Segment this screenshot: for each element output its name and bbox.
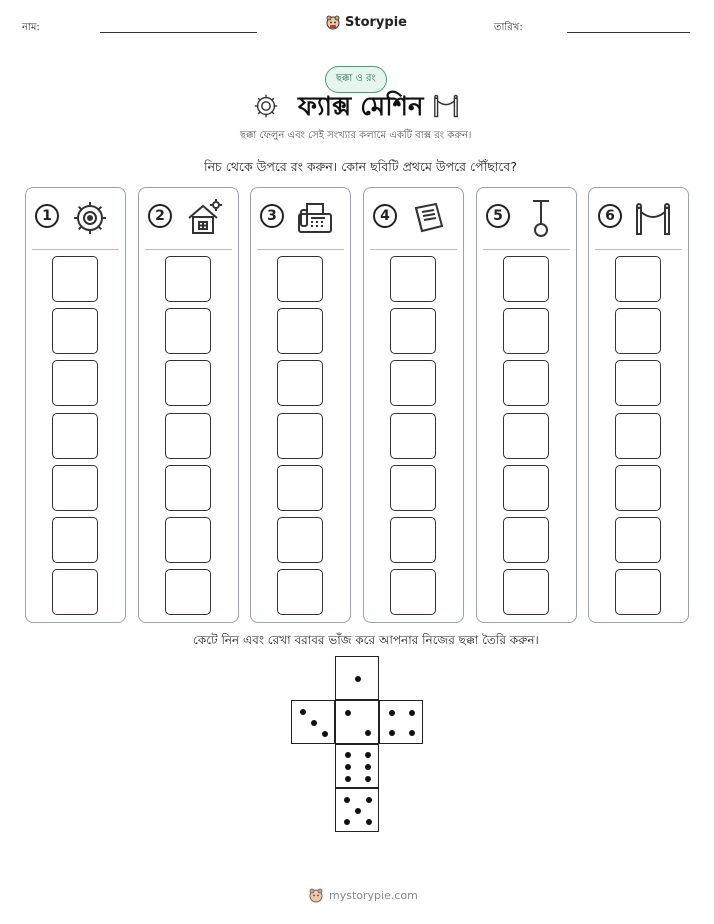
color-box[interactable] bbox=[52, 360, 98, 406]
die-face-1 bbox=[335, 656, 379, 700]
storypie-mascot-icon bbox=[325, 14, 341, 30]
color-box[interactable] bbox=[390, 360, 436, 406]
color-box[interactable] bbox=[277, 413, 323, 459]
storypie-mascot-icon bbox=[308, 887, 324, 903]
column-divider bbox=[145, 249, 232, 250]
column-3 bbox=[250, 187, 351, 623]
die-pip bbox=[389, 710, 395, 716]
color-box[interactable] bbox=[390, 413, 436, 459]
die-pip bbox=[345, 752, 351, 758]
column-number: 4 bbox=[373, 204, 397, 228]
color-box[interactable] bbox=[52, 569, 98, 615]
column-1 bbox=[25, 187, 126, 623]
color-box[interactable] bbox=[390, 569, 436, 615]
color-box[interactable] bbox=[165, 360, 211, 406]
column-divider bbox=[483, 249, 570, 250]
color-box[interactable] bbox=[503, 517, 549, 563]
gear-icon bbox=[252, 92, 280, 120]
color-box[interactable] bbox=[615, 360, 661, 406]
die-pip bbox=[345, 776, 351, 782]
color-box[interactable] bbox=[165, 308, 211, 354]
die-pip bbox=[345, 764, 351, 770]
name-line[interactable] bbox=[100, 32, 257, 33]
color-box[interactable] bbox=[165, 465, 211, 511]
die-face-4 bbox=[379, 700, 423, 744]
die-face-3 bbox=[291, 700, 335, 744]
color-box[interactable] bbox=[503, 360, 549, 406]
color-box[interactable] bbox=[503, 465, 549, 511]
die-pip bbox=[366, 819, 372, 825]
die-pip bbox=[365, 776, 371, 782]
fax-machine-icon bbox=[295, 198, 335, 238]
column-4 bbox=[363, 187, 464, 623]
die-face-2 bbox=[335, 700, 379, 744]
color-box[interactable] bbox=[277, 517, 323, 563]
column-divider bbox=[32, 249, 119, 250]
subtitle: ছক্কা ফেলুন এবং সেই সংখ্যার কলামে একটি বাক্স রং করুন। bbox=[240, 130, 472, 141]
column-number: 6 bbox=[598, 204, 622, 228]
die-face-5 bbox=[335, 788, 379, 832]
color-box[interactable] bbox=[615, 413, 661, 459]
color-box[interactable] bbox=[503, 569, 549, 615]
column-number: 2 bbox=[148, 204, 172, 228]
date-line[interactable] bbox=[567, 32, 690, 33]
color-box[interactable] bbox=[165, 256, 211, 302]
page-title: ফ্যাক্স মেশিন bbox=[298, 92, 424, 122]
die-pip bbox=[355, 676, 361, 682]
color-box[interactable] bbox=[503, 256, 549, 302]
color-box[interactable] bbox=[277, 360, 323, 406]
die-pip bbox=[344, 819, 350, 825]
die-pip bbox=[345, 710, 351, 716]
column-divider bbox=[595, 249, 682, 250]
color-box[interactable] bbox=[277, 569, 323, 615]
die-pip bbox=[365, 730, 371, 736]
color-box[interactable] bbox=[615, 465, 661, 511]
color-box[interactable] bbox=[390, 308, 436, 354]
pendulum-icon bbox=[521, 198, 561, 238]
house-icon bbox=[183, 198, 223, 238]
color-box[interactable] bbox=[277, 465, 323, 511]
color-box[interactable] bbox=[165, 413, 211, 459]
category-badge: ছক্কা ও রং bbox=[325, 66, 387, 93]
color-box[interactable] bbox=[503, 413, 549, 459]
die-pip bbox=[409, 710, 415, 716]
color-box[interactable] bbox=[615, 569, 661, 615]
color-box[interactable] bbox=[615, 256, 661, 302]
rope-barrier-icon bbox=[432, 94, 460, 118]
color-box[interactable] bbox=[165, 517, 211, 563]
color-box[interactable] bbox=[165, 569, 211, 615]
die-pip bbox=[389, 730, 395, 736]
cut-instruction: কেটে নিন এবং রেখা বরাবর ভাঁজ করে আপনার নিজের ছক্কা তৈরি করুন। bbox=[193, 633, 539, 647]
die-pip bbox=[311, 720, 317, 726]
color-box[interactable] bbox=[503, 308, 549, 354]
color-box[interactable] bbox=[390, 465, 436, 511]
column-number: 1 bbox=[35, 204, 59, 228]
footer bbox=[308, 887, 418, 903]
die-pip bbox=[366, 797, 372, 803]
color-box[interactable] bbox=[52, 308, 98, 354]
gear-icon bbox=[70, 198, 110, 238]
column-number: 3 bbox=[260, 204, 284, 228]
color-box[interactable] bbox=[52, 256, 98, 302]
column-6 bbox=[588, 187, 689, 623]
date-label: তারিখ: bbox=[494, 22, 523, 33]
color-box[interactable] bbox=[52, 517, 98, 563]
color-box[interactable] bbox=[390, 517, 436, 563]
color-box[interactable] bbox=[277, 308, 323, 354]
color-box[interactable] bbox=[390, 256, 436, 302]
brand-logo bbox=[325, 14, 407, 30]
brand-name: Storypie bbox=[345, 14, 407, 30]
die-pip bbox=[322, 731, 328, 737]
column-5 bbox=[476, 187, 577, 623]
column-number: 5 bbox=[486, 204, 510, 228]
die-pip bbox=[300, 709, 306, 715]
color-box[interactable] bbox=[52, 465, 98, 511]
instruction-text: নিচ থেকে উপরে রং করুন। কোন ছবিটি প্রথমে উপরে পৌঁছাবে? bbox=[204, 159, 517, 174]
die-pip bbox=[355, 808, 361, 814]
die-pip bbox=[344, 797, 350, 803]
color-box[interactable] bbox=[52, 413, 98, 459]
rope-barrier-icon bbox=[633, 198, 673, 238]
book-icon bbox=[408, 198, 448, 238]
die-pip bbox=[365, 764, 371, 770]
color-box[interactable] bbox=[277, 256, 323, 302]
name-label: নাম: bbox=[22, 22, 40, 33]
die-face-6 bbox=[335, 744, 379, 788]
column-2 bbox=[138, 187, 239, 623]
die-pip bbox=[409, 730, 415, 736]
die-pip bbox=[365, 752, 371, 758]
column-divider bbox=[370, 249, 457, 250]
column-divider bbox=[257, 249, 344, 250]
color-box[interactable] bbox=[615, 517, 661, 563]
footer-site: mystorypie.com bbox=[329, 888, 418, 902]
color-box[interactable] bbox=[615, 308, 661, 354]
